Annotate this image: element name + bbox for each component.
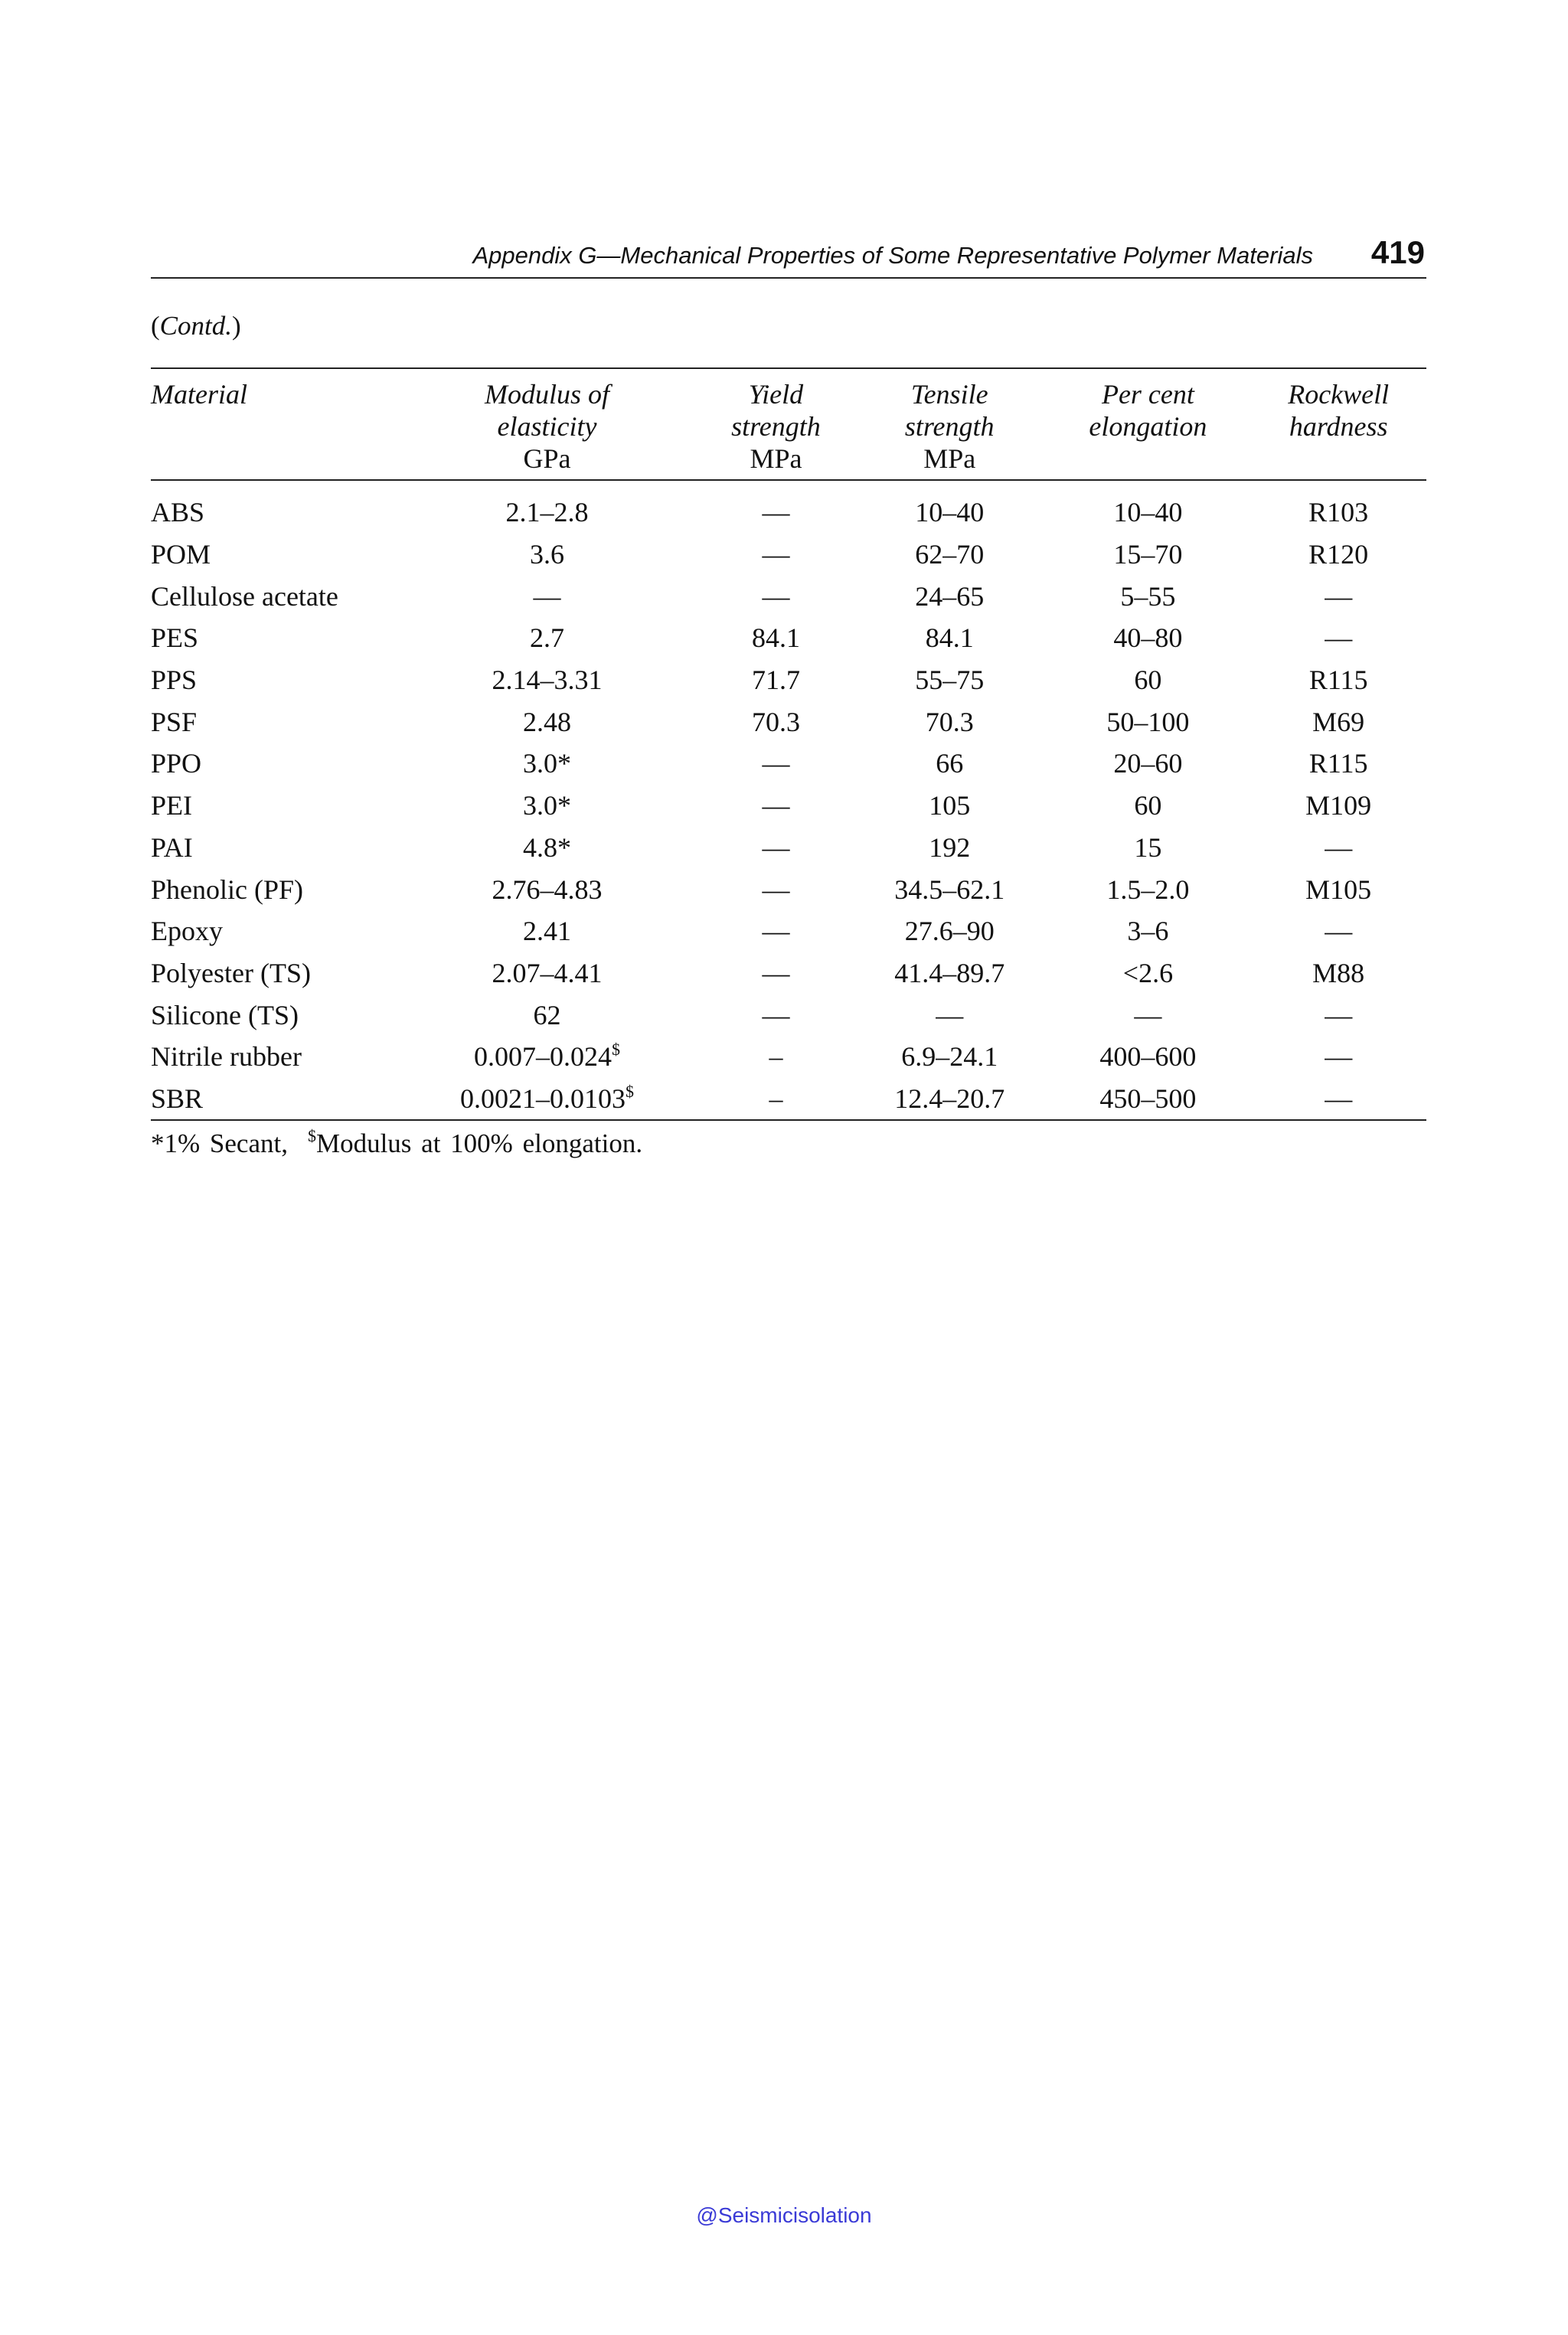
cell-modulus-value: 2.07–4.41 — [492, 957, 603, 988]
cell-tensile-value: 24–65 — [915, 580, 985, 612]
cell-material — [151, 785, 396, 827]
header-modulus-line2: elasticity — [497, 411, 597, 442]
cell-material — [151, 868, 396, 910]
cell-tensile — [854, 480, 1046, 534]
table-row — [151, 1036, 1426, 1078]
cell-yield-value: – — [769, 1083, 783, 1114]
table-row — [151, 700, 1426, 743]
cell-material — [151, 480, 396, 534]
cell-yield — [698, 910, 854, 952]
cell-tensile — [854, 868, 1046, 910]
cell-modulus — [396, 1036, 698, 1078]
cell-tensile-value: 10–40 — [915, 497, 985, 528]
cell-yield-value: — — [762, 957, 790, 988]
header-hardness-line2: hardness — [1289, 411, 1388, 442]
cell-modulus-value: 3.0* — [522, 790, 571, 821]
table-row — [151, 785, 1426, 827]
cell-yield — [698, 534, 854, 576]
cell-modulus-footnote-marker: $ — [625, 1081, 634, 1101]
cell-tensile — [854, 534, 1046, 576]
cell-hardness-value: — — [1325, 831, 1353, 863]
cell-material — [151, 659, 396, 701]
cell-hardness — [1250, 743, 1426, 785]
cell-modulus — [396, 785, 698, 827]
cell-yield — [698, 1036, 854, 1078]
cell-modulus-value: 3.0* — [522, 748, 571, 779]
cell-tensile — [854, 910, 1046, 952]
cell-tensile — [854, 952, 1046, 994]
cell-material — [151, 1078, 396, 1121]
cell-hardness — [1250, 785, 1426, 827]
cell-elongation — [1045, 827, 1250, 869]
cell-material-value: PES — [151, 622, 199, 654]
table-row — [151, 868, 1426, 910]
cell-material — [151, 952, 396, 994]
cell-material — [151, 910, 396, 952]
cell-elongation-value: — — [1134, 999, 1162, 1030]
cell-modulus — [396, 910, 698, 952]
cell-tensile-value: 192 — [929, 831, 971, 863]
cell-material-value: POM — [151, 539, 211, 570]
header-modulus-line1: Modulus of — [484, 379, 609, 410]
cell-yield — [698, 700, 854, 743]
table-footnote — [151, 1128, 1426, 1159]
header-yield-line3: MPa — [750, 443, 802, 474]
cell-modulus — [396, 994, 698, 1036]
cell-tensile-value: 84.1 — [925, 622, 974, 654]
cell-tensile — [854, 743, 1046, 785]
cell-hardness — [1250, 480, 1426, 534]
table-row — [151, 659, 1426, 701]
watermark: @Seismicisolation — [696, 2203, 872, 2227]
cell-hardness-value: M105 — [1305, 874, 1372, 905]
cell-elongation — [1045, 1036, 1250, 1078]
cell-tensile-value: 6.9–24.1 — [901, 1041, 998, 1073]
cell-material-value: Silicone (TS) — [151, 999, 299, 1030]
table-header-row — [151, 368, 1426, 480]
header-elongation-line1: Per cent — [1101, 379, 1194, 410]
header-elongation-line2: elongation — [1089, 411, 1207, 442]
cell-modulus — [396, 617, 698, 659]
polymer-properties-table — [151, 367, 1426, 1121]
header-tensile-line3: MPa — [923, 443, 976, 474]
cell-modulus-value: 2.76–4.83 — [492, 874, 603, 905]
cell-tensile — [854, 785, 1046, 827]
header-tensile — [854, 368, 1046, 480]
table-body — [151, 480, 1426, 1120]
cell-yield — [698, 617, 854, 659]
cell-hardness — [1250, 575, 1426, 617]
cell-hardness-value: — — [1325, 916, 1353, 947]
cell-yield — [698, 868, 854, 910]
table-row — [151, 994, 1426, 1036]
header-modulus-line3: GPa — [523, 443, 571, 474]
cell-tensile-value: 105 — [929, 790, 971, 821]
cell-tensile-value: 70.3 — [925, 706, 974, 737]
cell-tensile — [854, 659, 1046, 701]
cell-hardness — [1250, 700, 1426, 743]
cell-elongation-value: <2.6 — [1122, 957, 1174, 988]
cell-yield — [698, 659, 854, 701]
table-row — [151, 743, 1426, 785]
cell-tensile-value: 27.6–90 — [904, 916, 995, 947]
cell-material-value: PPS — [151, 665, 198, 696]
running-head — [151, 230, 1426, 279]
cell-elongation-value: 40–80 — [1113, 622, 1183, 654]
cell-elongation — [1045, 743, 1250, 785]
cell-modulus-value: 0.0021–0.0103 — [459, 1083, 626, 1114]
cell-elongation — [1045, 1078, 1250, 1121]
cell-hardness-value: — — [1325, 1083, 1353, 1114]
cell-tensile-value: — — [936, 999, 964, 1030]
cell-yield-value: — — [762, 580, 790, 612]
cell-hardness-value: M69 — [1312, 706, 1365, 737]
cell-hardness — [1250, 952, 1426, 994]
cell-hardness — [1250, 994, 1426, 1036]
cell-hardness-value: — — [1325, 580, 1353, 612]
cell-hardness — [1250, 534, 1426, 576]
cell-hardness-value: — — [1325, 1041, 1353, 1073]
cell-yield — [698, 952, 854, 994]
cell-material — [151, 534, 396, 576]
table-row — [151, 827, 1426, 869]
cell-yield-value: — — [762, 748, 790, 779]
table-row — [151, 480, 1426, 534]
cell-tensile — [854, 1078, 1046, 1121]
cell-elongation-value: 10–40 — [1113, 497, 1183, 528]
cell-material-value: ABS — [151, 497, 205, 528]
cell-modulus-footnote-marker: $ — [611, 1040, 620, 1060]
cell-tensile — [854, 617, 1046, 659]
cell-elongation-value: 5–55 — [1120, 580, 1176, 612]
cell-elongation-value: 450–500 — [1099, 1083, 1197, 1114]
cell-yield-value: — — [762, 790, 790, 821]
header-tensile-line1: Tensile — [910, 379, 988, 410]
cell-modulus-value: 62 — [533, 999, 561, 1030]
cell-hardness — [1250, 910, 1426, 952]
header-material — [151, 368, 396, 480]
cell-tensile-value: 41.4–89.7 — [894, 957, 1005, 988]
cell-elongation — [1045, 617, 1250, 659]
cell-tensile — [854, 827, 1046, 869]
footnote-dollar-symbol: $ — [307, 1126, 316, 1146]
cell-elongation — [1045, 785, 1250, 827]
cell-hardness — [1250, 868, 1426, 910]
cell-elongation-value: 3–6 — [1127, 916, 1169, 947]
cell-material-value: PSF — [151, 706, 198, 737]
table-row — [151, 910, 1426, 952]
cell-modulus — [396, 575, 698, 617]
cell-modulus-value: 2.48 — [522, 706, 571, 737]
cell-modulus-value: 2.1–2.8 — [505, 497, 589, 528]
header-yield — [698, 368, 854, 480]
cell-tensile-value: 62–70 — [915, 539, 985, 570]
cell-tensile — [854, 575, 1046, 617]
cell-elongation — [1045, 910, 1250, 952]
running-head-title: Appendix G—Mechanical Properties of Some Representative Polymer Materials — [472, 242, 1313, 269]
header-hardness-line1: Rockwell — [1288, 379, 1390, 410]
continued-label-text: Contd. — [159, 311, 232, 341]
cell-hardness — [1250, 827, 1426, 869]
cell-material-value: PEI — [151, 790, 192, 821]
footnote-secant: *1% Secant, — [151, 1128, 288, 1159]
header-hardness — [1250, 368, 1426, 480]
cell-modulus — [396, 700, 698, 743]
cell-material — [151, 575, 396, 617]
cell-yield — [698, 785, 854, 827]
cell-material — [151, 1036, 396, 1078]
cell-material-value: Epoxy — [151, 916, 223, 947]
table-header — [151, 368, 1426, 480]
header-yield-line2: strength — [731, 411, 821, 442]
cell-elongation — [1045, 700, 1250, 743]
cell-modulus — [396, 534, 698, 576]
table-row — [151, 575, 1426, 617]
cell-hardness — [1250, 1036, 1426, 1078]
cell-modulus-value: 2.7 — [529, 622, 564, 654]
cell-tensile — [854, 1036, 1046, 1078]
header-material-line1: Material — [151, 379, 247, 410]
cell-hardness-value: R120 — [1308, 539, 1369, 570]
cell-material — [151, 827, 396, 869]
cell-material-value: Phenolic (PF) — [151, 874, 304, 905]
cell-tensile — [854, 700, 1046, 743]
book-page — [151, 230, 1426, 1159]
cell-material-value: Cellulose acetate — [151, 580, 338, 612]
cell-yield-value: — — [762, 497, 790, 528]
cell-tensile — [854, 994, 1046, 1036]
cell-modulus — [396, 659, 698, 701]
cell-hardness-value: R115 — [1308, 748, 1368, 779]
header-modulus — [396, 368, 698, 480]
cell-elongation-value: 15–70 — [1113, 539, 1183, 570]
cell-yield-value: — — [762, 874, 790, 905]
cell-elongation — [1045, 534, 1250, 576]
cell-material — [151, 743, 396, 785]
cell-yield-value: — — [762, 831, 790, 863]
cell-elongation-value: 60 — [1134, 665, 1162, 696]
cell-elongation-value: 50–100 — [1106, 706, 1190, 737]
header-elongation — [1045, 368, 1250, 480]
cell-modulus — [396, 952, 698, 994]
cell-elongation-value: 15 — [1134, 831, 1162, 863]
cell-hardness-value: R103 — [1308, 497, 1369, 528]
table-row — [151, 1078, 1426, 1121]
cell-modulus-value: — — [533, 580, 561, 612]
cell-elongation-value: 60 — [1134, 790, 1162, 821]
cell-yield-value: — — [762, 916, 790, 947]
cell-material — [151, 617, 396, 659]
cell-modulus — [396, 743, 698, 785]
continued-label: (Contd.) — [151, 311, 241, 341]
cell-elongation — [1045, 480, 1250, 534]
cell-yield — [698, 994, 854, 1036]
table-row — [151, 534, 1426, 576]
cell-yield-value: 84.1 — [751, 622, 800, 654]
cell-hardness-value: M109 — [1305, 790, 1372, 821]
cell-yield-value: – — [769, 1041, 783, 1073]
cell-hardness — [1250, 1078, 1426, 1121]
cell-material-value: PAI — [151, 831, 193, 863]
cell-tensile-value: 55–75 — [915, 665, 985, 696]
cell-yield — [698, 827, 854, 869]
cell-material — [151, 994, 396, 1036]
cell-tensile-value: 12.4–20.7 — [894, 1083, 1005, 1114]
cell-yield-value: — — [762, 539, 790, 570]
cell-modulus — [396, 868, 698, 910]
cell-modulus-value: 2.41 — [522, 916, 571, 947]
cell-elongation — [1045, 659, 1250, 701]
cell-yield-value: 70.3 — [751, 706, 800, 737]
cell-modulus — [396, 480, 698, 534]
cell-yield — [698, 743, 854, 785]
header-tensile-line2: strength — [904, 411, 995, 442]
cell-modulus-value: 3.6 — [529, 539, 564, 570]
cell-modulus-value: 4.8* — [522, 831, 571, 863]
header-yield-line1: Yield — [748, 379, 804, 410]
cell-modulus — [396, 827, 698, 869]
cell-elongation — [1045, 994, 1250, 1036]
footnote-modulus: Modulus at 100% elongation. — [315, 1128, 643, 1159]
cell-material — [151, 700, 396, 743]
cell-hardness-value: — — [1325, 999, 1353, 1030]
cell-yield — [698, 480, 854, 534]
cell-elongation-value: 1.5–2.0 — [1106, 874, 1190, 905]
cell-elongation-value: 20–60 — [1113, 748, 1183, 779]
cell-elongation — [1045, 868, 1250, 910]
cell-material-value: Polyester (TS) — [151, 957, 311, 988]
cell-hardness — [1250, 617, 1426, 659]
cell-yield-value: — — [762, 999, 790, 1030]
cell-material-value: SBR — [151, 1083, 204, 1114]
cell-material-value: PPO — [151, 748, 202, 779]
cell-hardness-value: M88 — [1312, 957, 1365, 988]
cell-tensile-value: 34.5–62.1 — [894, 874, 1005, 905]
cell-modulus-value: 0.007–0.024 — [473, 1041, 612, 1073]
cell-modulus — [396, 1078, 698, 1121]
cell-tensile-value: 66 — [936, 748, 964, 779]
cell-hardness-value: R115 — [1308, 665, 1368, 696]
cell-elongation-value: 400–600 — [1099, 1041, 1197, 1073]
cell-hardness — [1250, 659, 1426, 701]
cell-material-value: Nitrile rubber — [151, 1041, 302, 1073]
cell-yield-value: 71.7 — [751, 665, 800, 696]
cell-yield — [698, 1078, 854, 1121]
cell-yield — [698, 575, 854, 617]
cell-modulus-value: 2.14–3.31 — [492, 665, 603, 696]
cell-elongation — [1045, 575, 1250, 617]
table-row — [151, 952, 1426, 994]
cell-elongation — [1045, 952, 1250, 994]
cell-hardness-value: — — [1325, 622, 1353, 654]
table-row — [151, 617, 1426, 659]
page-number: 419 — [1370, 234, 1425, 270]
